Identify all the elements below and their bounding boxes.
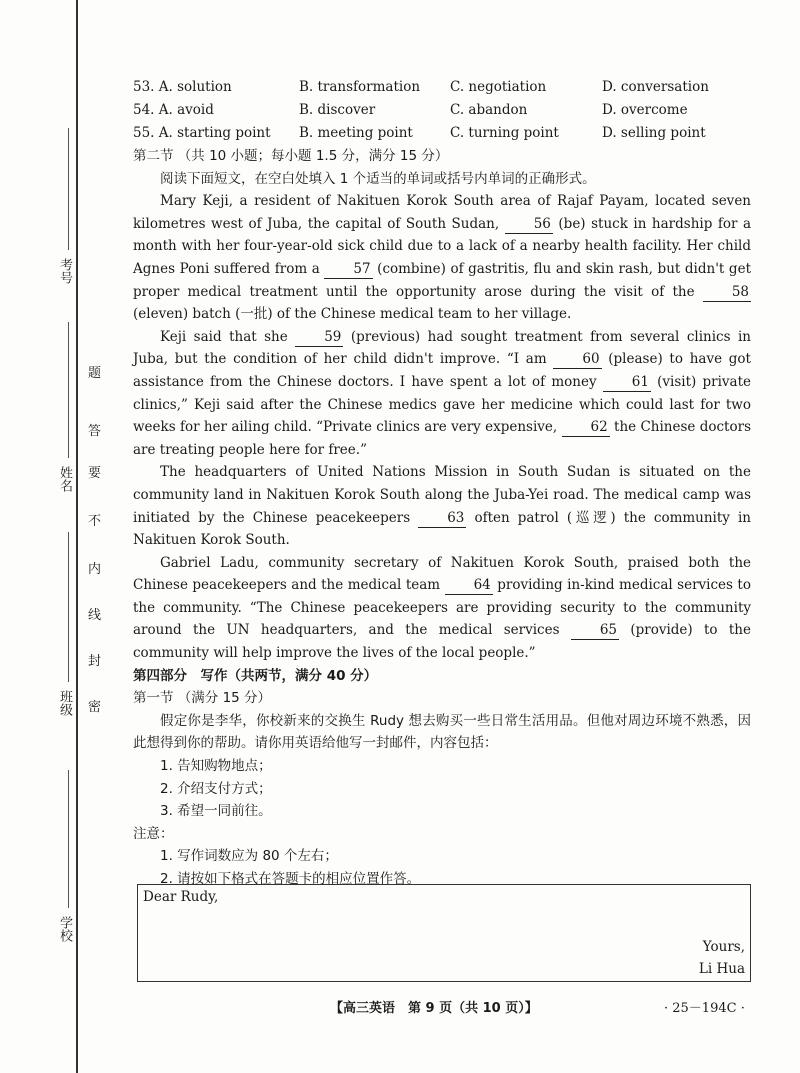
passage-paragraph-1: Mary Keji, a resident of Nakituen Korok South area of Rajaf Payam, located seven kilometres west of Juba, the capital of South Sudan, 56 (be) stuck in hardship for a month with her four-year-old sick child due to a lack of a nearby health facility. Her child Agnes Poni suffered from a 57 (combine) of gastritis, flu and skin rash, but didn't get proper medical treatment until the opportunity arose during the visit of the 58 (eleven) batch (一批) of the Chinese medical team to her village. — [133, 193, 752, 323]
page-content — [133, 76, 751, 891]
question-55-option-c: C. turning point — [450, 125, 559, 141]
footer-page-info: 【高三英语 第 9 页（共 10 页）】 — [330, 1001, 538, 1016]
seal-char: 答 — [88, 424, 102, 439]
passage-paragraph-3: The headquarters of United Nations Mission in South Sudan is situated on the community land in Nakituen Korok South along the Juba-Yei road. The medical camp was initiated by the Chinese peacekeepers 63 often patrol (巡逻) the community in Nakituen Korok South. — [133, 464, 752, 549]
name-field — [68, 322, 69, 458]
note-item: 2. 请按如下格式在答题卡的相应位置作答。 — [160, 871, 421, 887]
seal-char: 内 — [88, 562, 102, 577]
question-54-option-c: C. abandon — [450, 102, 528, 118]
question-55-option-d: D. selling point — [602, 125, 706, 141]
note-item: 1. 写作词数应为 80 个左右； — [160, 848, 338, 865]
part-4-heading: 第四部分 写作（共两节，满分 40 分） — [133, 667, 378, 684]
passage-paragraph-2: Keji said that she 59 (previous) had sought treatment from several clinics in Juba, but the condition of her child didn't improve. “I am 60 (please) to have got assistance from the Chinese doctors. I have spent a lot of money 61 (visit) private clinics,” Keji said after the Chinese medics gave her medicine which could last for two weeks for her ailing child. “Private clinics are very expensive, 62 the Chinese doctors are treating people here for free.” — [133, 328, 752, 458]
letter-closing: Yours, — [702, 939, 745, 955]
letter-salutation: Dear Rudy, — [143, 889, 219, 905]
question-55-option-b: B. meeting point — [299, 125, 413, 141]
prompt-point: 1. 告知购物地点； — [160, 758, 272, 775]
class-field — [68, 532, 69, 682]
blank-63[interactable]: 63 — [418, 510, 466, 528]
question-row-54 — [133, 99, 751, 122]
question-54-option-b: B. discover — [299, 102, 376, 118]
prompt-point: 3. 希望一同前往。 — [160, 803, 272, 820]
blank-60[interactable]: 60 — [553, 351, 601, 369]
class-label: 班级 — [57, 690, 72, 716]
seal-char: 密 — [88, 700, 102, 715]
question-53-option-b: B. transformation — [299, 79, 421, 95]
exam-number-field — [68, 128, 69, 250]
binding-line — [76, 0, 78, 1073]
blank-57[interactable]: 57 — [324, 261, 372, 279]
blank-62[interactable]: 62 — [562, 419, 610, 437]
blank-61[interactable]: 61 — [603, 374, 651, 392]
exam-number-label: 考号 — [57, 258, 72, 284]
seal-char: 封 — [88, 654, 102, 669]
letter-signature: Li Hua — [698, 961, 745, 977]
question-row-55 — [133, 122, 751, 145]
question-53-option-a: 53. A. solution — [133, 79, 232, 95]
blank-59[interactable]: 59 — [295, 329, 343, 347]
name-label: 姓名 — [57, 466, 72, 492]
blank-65[interactable]: 65 — [571, 622, 619, 640]
note-label: 注意： — [133, 825, 174, 842]
blank-56[interactable]: 56 — [505, 216, 553, 234]
seal-char: 要 — [88, 466, 102, 481]
question-53-option-c: C. negotiation — [450, 79, 547, 95]
question-55-option-a: 55. A. starting point — [133, 125, 271, 141]
section-2-instruction: 阅读下面短文，在空白处填入 1 个适当的单词或括号内单词的正确形式。 — [160, 170, 596, 187]
section-2-heading: 第二节 （共 10 小题；每小题 1.5 分，满分 15 分） — [133, 148, 449, 164]
part-4-section-1-heading: 第一节 （满分 15 分） — [133, 690, 272, 707]
letter-format-box — [137, 884, 751, 982]
writing-prompt: 假定你是李华，你校新来的交换生 Rudy 想去购买一些日常生活用品。但他对周边环境不熟悉，因此想得到你的帮助。请你用英语给他写一封邮件，内容包括： — [133, 712, 751, 752]
question-54-option-d: D. overcome — [602, 102, 688, 118]
blank-58[interactable]: 58 — [703, 284, 751, 302]
question-54-option-a: 54. A. avoid — [133, 102, 214, 118]
school-label: 学校 — [57, 916, 72, 942]
footer-exam-code: · 25－194C · — [664, 1001, 745, 1016]
seal-char: 题 — [88, 366, 102, 381]
blank-64[interactable]: 64 — [445, 577, 493, 595]
question-53-option-d: D. conversation — [602, 79, 709, 95]
seal-char: 不 — [88, 514, 102, 529]
prompt-point: 2. 介绍支付方式； — [160, 780, 272, 797]
seal-char: 线 — [88, 608, 102, 623]
passage-paragraph-4: Gabriel Ladu, community secretary of Nakituen Korok South, praised both the Chinese peacekeepers and the medical team 64 providing in-kind medical services to the community. “The Chinese peacekeepers are providing security to the community around the UN headquarters, and the medical services 65 (provide) to the community will help improve the lives of the local people.” — [133, 554, 751, 662]
school-field — [68, 770, 69, 908]
question-row-53 — [133, 76, 751, 99]
